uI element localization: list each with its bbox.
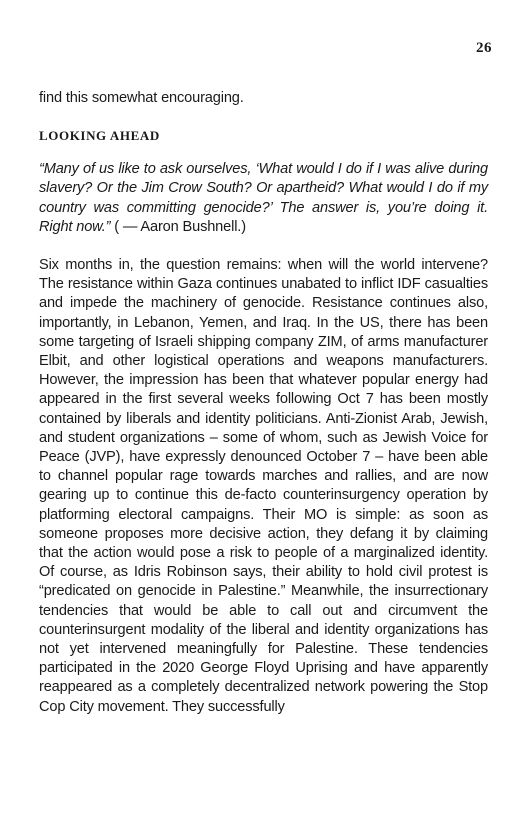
epigraph-quote <box>39 160 488 237</box>
quote-attribution: ( — Aaron Bushnell.) <box>110 218 246 235</box>
section-heading: LOOKING AHEAD <box>39 128 160 144</box>
lead-text: find this somewhat encouraging. <box>39 90 244 106</box>
quote-text: “Many of us like to ask ourselves, ‘What would I do if I was alive during slavery? Or the Jim Crow South? Or apartheid? What would I do if my country was committing genocide?’ The answer is, you’re doing it. Right now.” <box>39 161 488 235</box>
page-body <box>39 89 488 717</box>
page-number: 26 <box>476 40 492 56</box>
body-paragraph: Six months in, the question remains: when will the world intervene? The resistance within Gaza continues unabated to inflict IDF casualties and impede the machinery of genocide. Resistance continues also, importantly, in Lebanon, Yemen, and Iraq. In the US, there has been some targeting of Israeli shipping company ZIM, of arms manufacturer Elbit, and other logistical operations and weapons manufacturers. However, the impression has been that whatever popular energy had appeared in the first several weeks following Oct 7 has been mostly contained by liberals and identity politicians. Anti-Zionist Arab, Jewish, and student organizations – some of whom, such as Jewish Voice for Peace (JVP), have expressly denounced October 7 – have been able to channel popular rage towards marches and rallies, and are now gearing up to continue this de-facto counterinsurgency operation by platforming electoral campaigns. Their MO is simple: as soon as someone proposes more decisive action, they defang it by claiming that the action would pose a risk to people of a marginalized identity. Of course, as Idris Robinson says, their ability to hold civil protest is “predicated on genocide in Palestine.” Meanwhile, the insurrectionary tendencies that would be able to call out and circumvent the counterinsurgent modality of the liberal and identity organizations has not yet intervened meaningfully for Palestine. These tendencies participated in the 2020 George Floyd Uprising and have apparently reappeared as a completely decentralized network powering the Stop Cop City movement. They successfully <box>39 257 488 715</box>
